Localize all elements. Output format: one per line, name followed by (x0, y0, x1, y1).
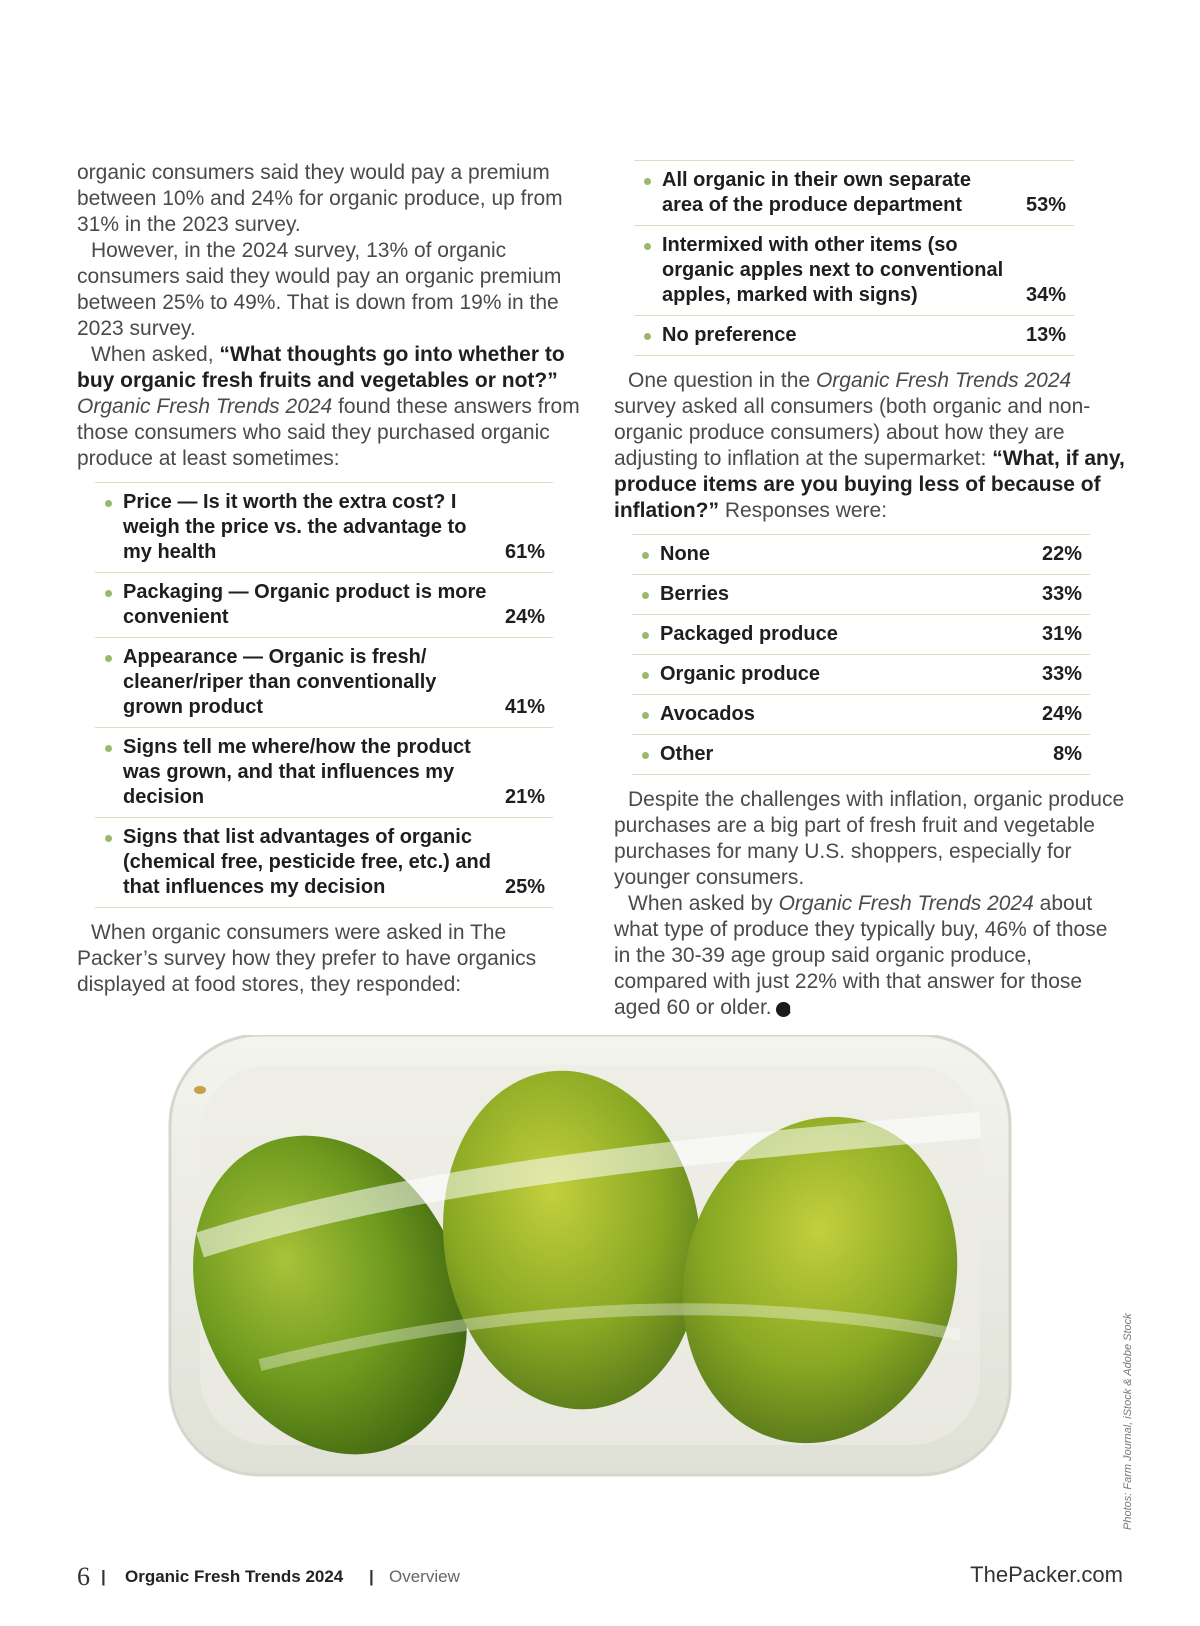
bullet-dot-icon (644, 243, 651, 250)
publication-ref: Organic Fresh Trends 2024 (815, 369, 1072, 392)
paragraph-premium-2024: However, in the 2024 survey, 13% of organic consumers said they would pay an organic premium between 25% to 49%. That is down from 19% in the 2023 survey. (77, 239, 562, 340)
list-item: Avocados 24% (632, 695, 1090, 735)
list-item: Organic produce 33% (632, 655, 1090, 695)
thoughts-list (95, 482, 553, 908)
photo-credit: Photos: Farm Journal, iStock & Adobe Stock (1122, 1313, 1134, 1530)
bullet-dot-icon (642, 712, 649, 719)
display-preference-list (634, 160, 1074, 356)
bullet-dot-icon (105, 655, 112, 662)
bullet-dot-icon (105, 745, 112, 752)
bullet-dot-icon (642, 752, 649, 759)
bullet-dot-icon (644, 178, 651, 185)
bullet-dot-icon (105, 500, 112, 507)
bullet-dot-icon (642, 632, 649, 639)
paragraph-premium: organic consumers said they would pay a premium between 10% and 24% for organic produce, up from 31% in the 2023 survey. (77, 161, 563, 236)
list-item: Packaged produce 31% (632, 615, 1090, 655)
question-inflation: “What, if any, produce items are you buying less of because of inflation?” (614, 447, 1125, 522)
list-item: Appearance — Organic is fresh/ cleaner/riper than conventionally grown product 41% (95, 638, 553, 728)
page-number: 6 (77, 1562, 90, 1591)
publication-title: Organic Fresh Trends 2024 (125, 1567, 344, 1586)
paragraph-thoughts-intro: When asked, “What thoughts go into whether to buy organic fresh fruits and vegetables or not?” Organic Fresh Trends 2024 found these answers from those consumers who said they purchased organic produce at least sometimes: (77, 343, 580, 470)
limes-in-tray-photo (140, 1035, 1040, 1535)
limes-illustration (140, 1035, 1040, 1535)
list-item: Signs that list advantages of organic (chemical free, pesticide free, etc.) and that influences my decision 25% (95, 818, 553, 908)
paragraph-inflation-intro: One question in the Organic Fresh Trends 2024 survey asked all consumers (both organic and non-organic produce consumers) about how they are adjusting to inflation at the supermarket: “What, if any, produce items are you buying less of because of inflation?” Responses were: (614, 369, 1125, 522)
bullet-dot-icon (644, 333, 651, 340)
list-item: Berries 33% (632, 575, 1090, 615)
list-item: No preference 13% (634, 316, 1074, 356)
publication-ref: Organic Fresh Trends 2024 (778, 892, 1034, 915)
list-item: Signs tell me where/how the product was grown, and that influences my decision 21% (95, 728, 553, 818)
paragraph-display-intro: When organic consumers were asked in The Packer’s survey how they prefer to have organics displayed at food stores, they responded: (77, 921, 537, 996)
paragraph-age-groups: When asked by Organic Fresh Trends 2024 about what type of produce they typically buy, 46% of those in the 30-39 age group said organic produce, compared with just 22% with that answer for those aged 60 or older. FT (614, 892, 1108, 1019)
site-link[interactable]: ThePacker.com (970, 1562, 1123, 1587)
bullet-dot-icon (642, 592, 649, 599)
list-item: Other 8% (632, 735, 1090, 775)
right-column (614, 160, 1126, 1021)
list-item: Price — Is it worth the extra cost? I weigh the price vs. the advantage to my health 61% (95, 483, 553, 573)
list-item: All organic in their own separate area of the produce department 53% (634, 161, 1074, 226)
footer-separator: | (369, 1567, 374, 1586)
list-item: Intermixed with other items (so organic apples next to conventional apples, marked with signs) 34% (634, 226, 1074, 316)
bullet-dot-icon (642, 552, 649, 559)
end-of-article-icon: FT (776, 1002, 791, 1017)
left-column (77, 160, 587, 998)
paragraph-younger-consumers: Despite the challenges with inflation, organic produce purchases are a big part of fresh fruit and vegetable purchases for many U.S. shoppers, especially for younger consumers. (614, 788, 1125, 889)
footer-separator: | (101, 1567, 106, 1586)
inflation-list (632, 534, 1090, 775)
publication-ref: Organic Fresh Trends 2024 (77, 395, 333, 418)
list-item: Packaging — Organic product is more convenient 24% (95, 573, 553, 638)
bullet-dot-icon (105, 590, 112, 597)
section-name: Overview (389, 1567, 460, 1586)
list-item: None 22% (632, 535, 1090, 575)
bullet-dot-icon (105, 835, 112, 842)
page-footer (77, 1562, 1123, 1592)
bullet-dot-icon (642, 672, 649, 679)
question-thoughts: “What thoughts go into whether to buy organic fresh fruits and vegetables or not?” (77, 343, 565, 392)
